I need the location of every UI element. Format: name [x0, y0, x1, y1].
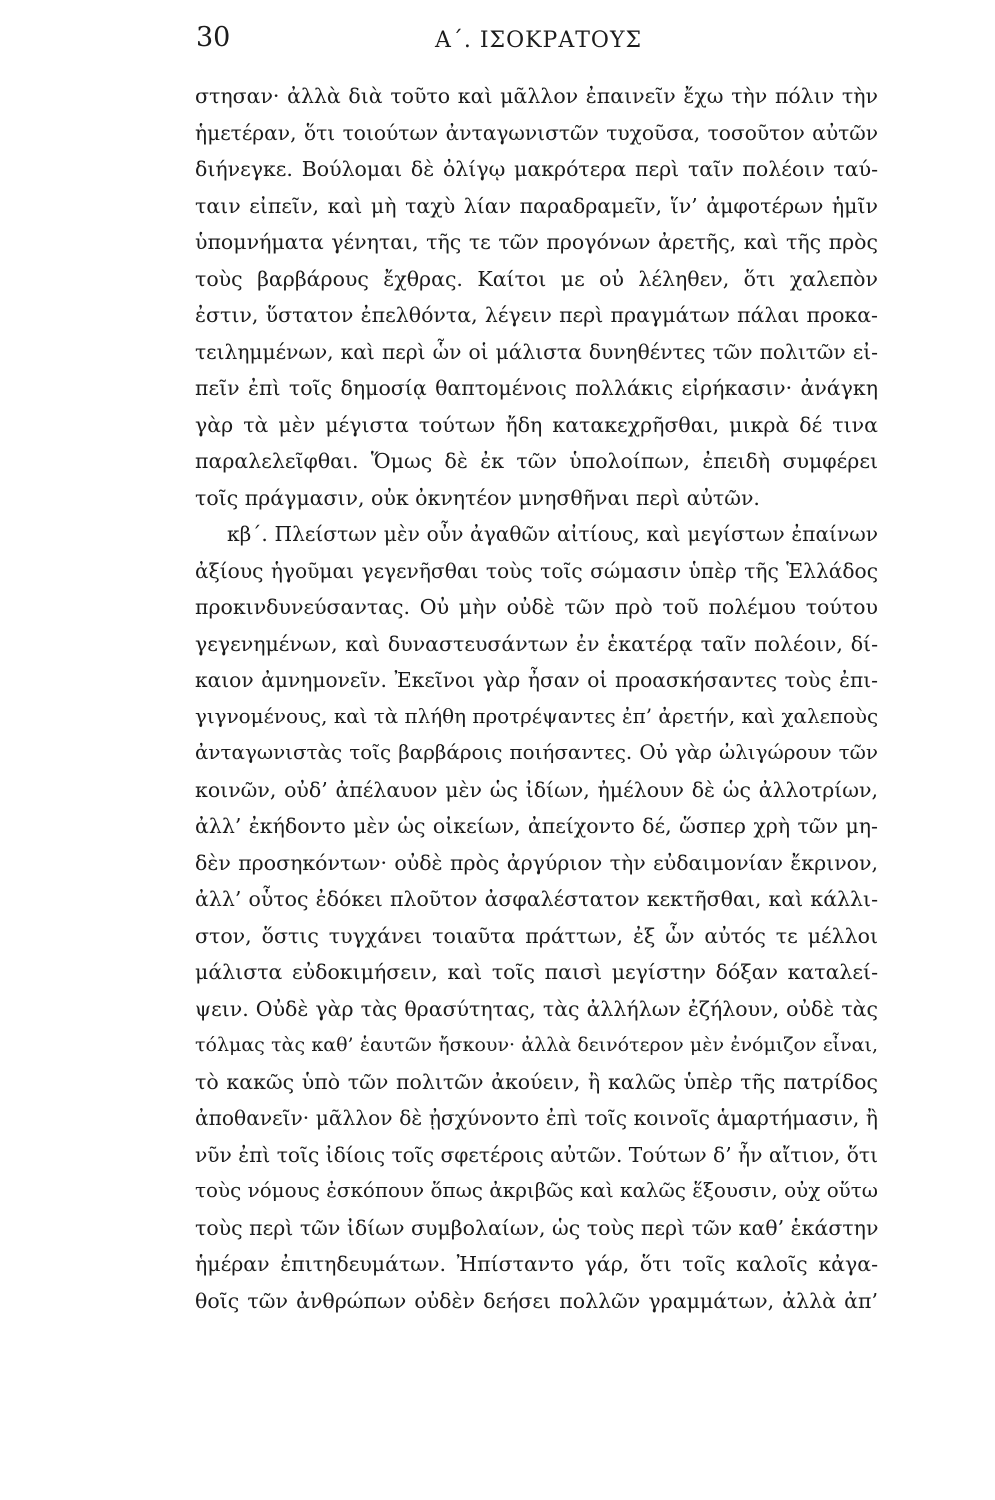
- text-line: τόλμας τὰς καθ’ ἑαυτῶν ἤσκουν· ἀλλὰ δεινότερον μὲν ἐνόμιζον εἶναι,: [195, 1034, 878, 1056]
- text-line: ἐστιν, ὕστατον ἐπελθόντα, λέγειν περὶ πραγμάτων πάλαι προκα-: [195, 303, 878, 327]
- paragraph-start-line: κβ΄. Πλείστων μὲν οὖν ἀγαθῶν αἰτίους, καὶ μεγίστων ἐπαίνων: [227, 522, 878, 546]
- text-line: στον, ὅστις τυγχάνει τοιαῦτα πράττων, ἐξ ὧν αὐτός τε μέλλοι: [195, 923, 878, 948]
- text-line: τὸ κακῶς ὑπὸ τῶν πολιτῶν ἀκούειν, ἢ καλῶς ὑπὲρ τῆς πατρίδος: [195, 1069, 878, 1094]
- text-line: τοὺς περὶ τῶν ἰδίων συμβολαίων, ὡς τοὺς περὶ τῶν καθ’ ἑκάστην: [195, 1215, 878, 1240]
- text-line: ἀποθανεῖν· μᾶλλον δὲ ᾐσχύνοντο ἐπὶ τοῖς κοινοῖς ἁμαρτήμασιν, ἢ: [195, 1106, 878, 1130]
- text-line: γιγνομένους, καὶ τὰ πλήθη προτρέψαντες ἐπ’ ἀρετήν, καὶ χαλεποὺς: [195, 704, 878, 728]
- running-head: [0, 26, 995, 56]
- text-line: τειλημμένων, καὶ περὶ ὧν οἱ μάλιστα δυνηθέντες τῶν πολιτῶν εἰ-: [195, 339, 878, 364]
- text-line: ἀξίους ἡγοῦμαι γεγενῆσθαι τοὺς τοῖς σώμασιν ὑπὲρ τῆς Ἑλλάδος: [195, 558, 878, 583]
- text-line: ὑπομνήματα γένηται, τῆς τε τῶν προγόνων ἀρετῆς, καὶ τῆς πρὸς: [195, 230, 878, 254]
- text-line: νῦν ἐπὶ τοῖς ἰδίοις τοῖς σφετέροις αὐτῶν. Τούτων δ’ ἦν αἴτιον, ὅτι: [195, 1142, 878, 1167]
- text-line: παραλελεῖφθαι. Ὅμως δὲ ἐκ τῶν ὑπολοίπων, ἐπειδὴ συμφέρει: [195, 449, 878, 473]
- text-line: καιον ἀμνημονεῖν. Ἐκεῖνοι γὰρ ἦσαν οἱ προασκήσαντες τοὺς ἐπι-: [195, 668, 878, 692]
- text-line: ἀλλ’ οὗτος ἐδόκει πλοῦτον ἀσφαλέστατον κεκτῆσθαι, καὶ κάλλι-: [195, 887, 878, 911]
- text-line: διήνεγκε. Βούλομαι δὲ ὀλίγῳ μακρότερα περὶ ταῖν πολέοιν ταύ-: [195, 157, 878, 181]
- text-line: γὰρ τὰ μὲν μέγιστα τούτων ἤδη κατακεχρῆσθαι, μικρὰ δέ τινα: [195, 412, 878, 437]
- text-line: προκινδυνεύσαντας. Οὐ μὴν οὐδὲ τῶν πρὸ τοῦ πολέμου τούτου: [195, 595, 878, 619]
- text-line: μάλιστα εὐδοκιμήσειν, καὶ τοῖς παισὶ μεγίστην δόξαν καταλεί-: [195, 960, 878, 984]
- text-line: ἡμέραν ἐπιτηδευμάτων. Ἠπίσταντο γάρ, ὅτι τοῖς καλοῖς κἀγα-: [195, 1252, 878, 1276]
- text-line: τοὺς βαρβάρους ἔχθρας. Καίτοι με οὐ λέληθεν, ὅτι χαλεπὸν: [195, 266, 878, 291]
- text-line: δὲν προσηκόντων· οὐδὲ πρὸς ἀργύριον τὴν εὐδαιμονίαν ἔκρινον,: [195, 850, 878, 875]
- text-line: γεγενημένων, καὶ δυναστευσάντων ἐν ἑκατέρᾳ ταῖν πολέοιν, δί-: [195, 631, 878, 656]
- text-line: ψειν. Οὐδὲ γὰρ τὰς θρασύτητας, τὰς ἀλλήλων ἐζήλουν, οὐδὲ τὰς: [195, 996, 878, 1021]
- running-head-text: Α΄. ΙΣΟΚΡΑΤΟΥΣ: [434, 28, 643, 53]
- text-line: στησαν· ἀλλὰ διὰ τοῦτο καὶ μᾶλλον ἐπαινεῖν ἔχω τὴν πόλιν τὴν: [195, 84, 878, 108]
- body-text: [195, 78, 878, 1319]
- text-line: ταιν εἰπεῖν, καὶ μὴ ταχὺ λίαν παραδραμεῖν, ἵν’ ἀμφοτέρων ἡμῖν: [195, 193, 878, 218]
- text-line: ἀνταγωνιστὰς τοῖς βαρβάροις ποιήσαντες. Οὐ γὰρ ὠλιγώρουν τῶν: [195, 741, 878, 764]
- text-line: κοινῶν, οὐδ’ ἀπέλαυον μὲν ὡς ἰδίων, ἠμέλουν δὲ ὡς ἀλλοτρίων,: [195, 777, 878, 802]
- page-number: 30: [196, 22, 231, 53]
- text-line: ἡμετέραν, ὅτι τοιούτων ἀνταγωνιστῶν τυχοῦσα, τοσοῦτον αὐτῶν: [195, 120, 878, 145]
- text-line: ἀλλ’ ἐκήδοντο μὲν ὡς οἰκείων, ἀπείχοντο δέ, ὥσπερ χρὴ τῶν μη-: [195, 814, 878, 838]
- text-line: πεῖν ἐπὶ τοῖς δημοσίᾳ θαπτομένοις πολλάκις εἰρήκασιν· ἀνάγκη: [195, 376, 878, 400]
- text-line: τοὺς νόμους ἐσκόπουν ὅπως ἀκριβῶς καὶ καλῶς ἕξουσιν, οὐχ οὕτω: [195, 1179, 878, 1202]
- text-line: θοῖς τῶν ἀνθρώπων οὐδὲν δεήσει πολλῶν γραμμάτων, ἀλλὰ ἀπ’: [195, 1288, 878, 1313]
- text-line: τοῖς πράγμασιν, οὐκ ὀκνητέον μνησθῆναι περὶ αὐτῶν.: [195, 485, 760, 510]
